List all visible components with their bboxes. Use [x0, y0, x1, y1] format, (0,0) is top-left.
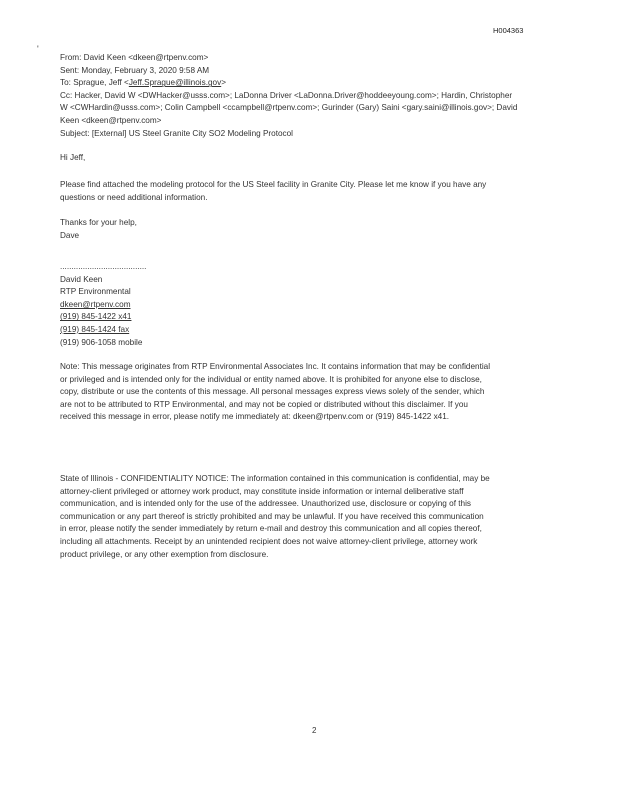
signature-phone-link[interactable]: (919) 845-1422 x41 — [60, 312, 132, 322]
email-body — [60, 179, 486, 204]
to-line — [60, 77, 517, 90]
email-header — [60, 52, 517, 140]
signature-email-link[interactable]: dkeen@rtpenv.com — [60, 299, 131, 309]
disclaimer-line: received this message in error, please notify me immediately at: dkeen@rtpenv.com or (919) 845-1422 x41. — [60, 412, 450, 422]
disclaimer-line: Note: This message originates from RTP Environmental Associates Inc. It contains information that may be confidential — [60, 362, 491, 371]
bates-number: H004363 — [493, 26, 524, 35]
notice-line: communication, and is intended only for the use of the addressee. Unauthorized use, disclosure or copying of this — [60, 499, 471, 509]
greeting: Hi Jeff, — [60, 153, 86, 162]
disclaimer-line: are not to be attributed to RTP Environmental, and may not be copied or distributed without this disclaimer. If you — [60, 399, 468, 409]
page-number: 2 — [312, 726, 317, 735]
from-line: From: David Keen <dkeen@rtpenv.com> — [60, 53, 209, 62]
to-prefix: To: Sprague, Jeff < — [60, 78, 129, 88]
confidentiality-notice — [60, 473, 490, 561]
signature-fax-link[interactable]: (919) 845-1424 fax — [60, 324, 130, 334]
signature-block — [60, 261, 146, 349]
cc-line: Cc: Hacker, David W <DWHacker@usss.com>; LaDonna Driver <LaDonna.Driver@hoddeeyoung.com>; Hardin, Christopher — [60, 90, 513, 100]
notice-line: State of Illinois - CONFIDENTIALITY NOTICE: The information contained in this communication is confidential, may be — [60, 474, 490, 483]
notice-line: in error, please notify the sender immediately by return e-mail and destroy this communication and all copies thereof, — [60, 524, 482, 534]
signature-company: RTP Environmental — [60, 287, 131, 297]
sent-line: Sent: Monday, February 3, 2020 9:58 AM — [60, 65, 210, 75]
disclaimer-line: or privileged and is intended only for the individual or entity named above. It is prohibited for anyone else to disclose, — [60, 374, 482, 384]
cc-line: W <CWHardin@usss.com>; Colin Campbell <ccampbell@rtpenv.com>; Gurinder (Gary) Saini <gary.saini@illinois.gov>; David — [60, 103, 518, 113]
cc-line: Keen <dkeen@rtpenv.com> — [60, 115, 162, 125]
to-suffix: > — [221, 78, 226, 88]
disclaimer-line: copy, distribute or use the contents of this message. All personal messages express views solely of the sender, which — [60, 387, 485, 397]
signature-separator: ...................................... — [60, 262, 147, 271]
rtp-disclaimer — [60, 361, 490, 424]
scan-mark: ' — [37, 44, 39, 54]
signature-name: David Keen — [60, 274, 103, 284]
body-text: Please find attached the modeling protocol for the US Steel facility in Granite City. Please let me know if you have any — [60, 180, 487, 189]
subject-line: Subject: [External] US Steel Granite City SO2 Modeling Protocol — [60, 128, 293, 138]
sign-name: Dave — [60, 230, 80, 240]
notice-line: attorney-client privileged or attorney work product, may constitute inside information or internal deliberative staff — [60, 486, 464, 496]
closing-text: Thanks for your help, — [60, 218, 137, 227]
closing — [60, 217, 137, 242]
to-email-link[interactable]: Jeff.Sprague@illinois.gov — [128, 78, 222, 88]
notice-line: communication or any part thereof is strictly prohibited and may be unlawful. If you have received this communication — [60, 511, 484, 521]
body-text: questions or need additional information. — [60, 192, 208, 202]
notice-line: including all attachments. Receipt by an unintended recipient does not waive attorney-client privilege, attorney work — [60, 536, 478, 546]
notice-line: product privilege, or any other exemption from disclosure. — [60, 549, 269, 559]
signature-mobile: (919) 906-1058 mobile — [60, 337, 143, 347]
